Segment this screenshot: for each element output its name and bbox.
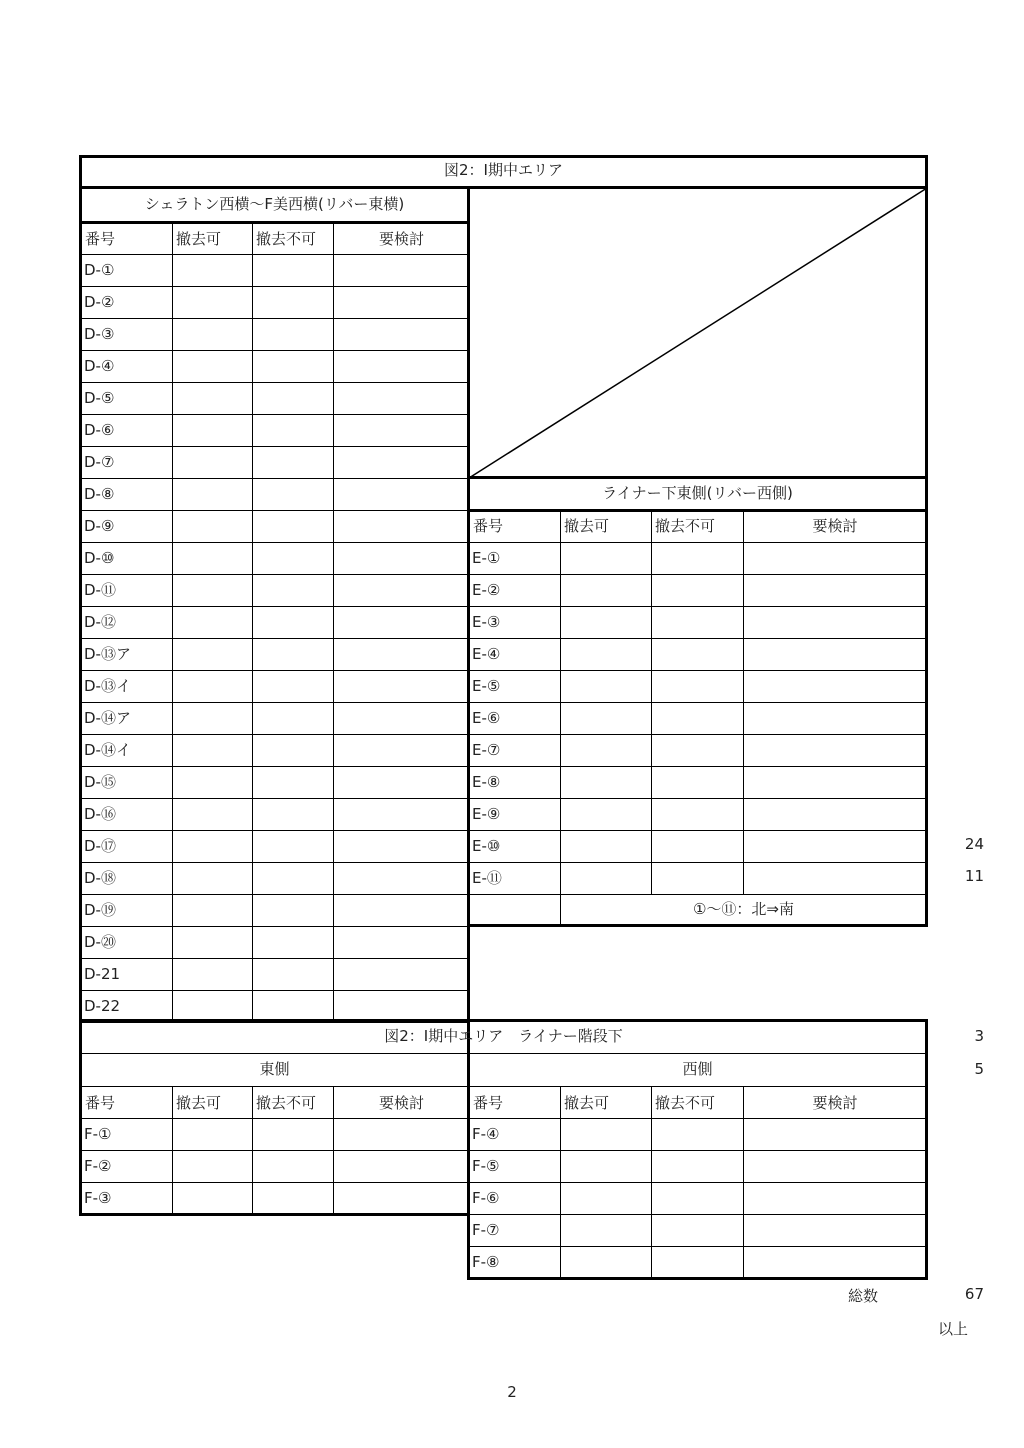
table-f-west-header-cell: 撤去不可 <box>655 1093 716 1112</box>
table-d-row-line <box>81 414 468 415</box>
table-d-row-line <box>81 286 468 287</box>
table-e-row-line <box>469 734 925 735</box>
table-e-row-label: E-⑪ <box>472 869 502 887</box>
table-f-west-col-line <box>651 1087 652 1278</box>
table-e-row-label: E-③ <box>472 613 501 631</box>
table-f-west-row-label: F-⑥ <box>472 1189 500 1207</box>
table-e-col-line <box>560 510 561 894</box>
table-f-west-col-line <box>743 1087 744 1278</box>
table-f-east-row-line <box>81 1118 468 1119</box>
table-d-row-line <box>81 798 468 799</box>
table-e-col-line <box>651 510 652 894</box>
table-d-col-line <box>252 223 253 1022</box>
table-d-row-label: D-⑬イ <box>84 677 131 695</box>
e-header-bottom-line <box>469 509 928 512</box>
table-d-row-line <box>81 510 468 511</box>
table-d-row-line <box>81 734 468 735</box>
table-f-east-header-cell: 撤去不可 <box>256 1093 317 1112</box>
table-d-row-label: D-⑰ <box>84 837 116 855</box>
table-d-row-label: D-⑥ <box>84 421 115 439</box>
table-e-row-label: E-⑧ <box>472 773 501 791</box>
table-f-east-col-line <box>172 1087 173 1214</box>
table-e-row-label: E-④ <box>472 645 501 663</box>
table-f-west-header-cell: 番号 <box>473 1093 504 1112</box>
table-d-row-line <box>81 638 468 639</box>
table-d-row-line <box>81 894 468 895</box>
table-d-row-line <box>81 926 468 927</box>
section-f-east-title: 東側 <box>259 1060 290 1078</box>
table-d-row-line <box>81 606 468 607</box>
d-header-line <box>80 221 470 224</box>
table-f-east-header-cell: 要検討 <box>378 1093 424 1112</box>
table-d-row-label: D-③ <box>84 325 115 343</box>
table-e-row-label: E-⑨ <box>472 805 501 823</box>
table-d-row-line <box>81 766 468 767</box>
side-number-f-title: 3 <box>974 1027 984 1045</box>
table-e-row-line <box>469 894 925 895</box>
table-d-row-label: D-① <box>84 261 115 279</box>
table-e-row-label: E-② <box>472 581 501 599</box>
table-d-row-label: D-21 <box>84 965 121 983</box>
table-f-east-row-label: F-③ <box>84 1189 112 1207</box>
table-f-east-row-line <box>81 1150 468 1151</box>
table-f-east-row-line <box>81 1214 468 1215</box>
table-d-row-label: D-⑪ <box>84 581 116 599</box>
table-f-west-header-cell: 要検討 <box>812 1093 858 1112</box>
table-e-row-line <box>469 862 925 863</box>
side-number-e10: 24 <box>964 835 984 853</box>
table-d-row-line <box>81 446 468 447</box>
table-d-row-line <box>81 574 468 575</box>
table-f-west-row-label: F-⑤ <box>472 1157 500 1175</box>
table-e-row-label: E-① <box>472 549 501 567</box>
table-d-row-label: D-22 <box>84 997 121 1015</box>
table-d-header-cell: 要検討 <box>378 229 424 248</box>
section-f-west-title: 西側 <box>682 1060 713 1078</box>
table-d-header-cell: 番号 <box>85 229 116 248</box>
table-d-row-line <box>81 958 468 959</box>
table-d-row-line <box>81 990 468 991</box>
table-e-header-cell: 撤去不可 <box>655 517 716 535</box>
table-e-row-line <box>469 638 925 639</box>
table-f-east-header-cell: 撤去可 <box>176 1093 222 1112</box>
f-right-line <box>925 1019 928 1280</box>
table-d-row-line <box>81 478 468 479</box>
page-number: 2 <box>507 1383 517 1401</box>
table-f-east-col-line <box>252 1087 253 1214</box>
table-d-row-line <box>81 350 468 351</box>
table-d-row-label: D-⑨ <box>84 517 115 535</box>
title-bottom: 図2：Ⅰ期中エリア ライナー階段下 <box>384 1027 623 1045</box>
table-d-header-cell: 撤去不可 <box>256 229 317 248</box>
section-e-title: ライナー下東側(リバー西側) <box>602 484 793 502</box>
table-f-east-row-label: F-① <box>84 1125 112 1143</box>
table-d-row-label: D-⑯ <box>84 805 116 823</box>
table-f-west-col-line <box>560 1087 561 1278</box>
title-top: 図2：Ⅰ期中エリア <box>444 161 563 179</box>
table-d-header-cell: 撤去可 <box>176 229 222 248</box>
table-d-row-line <box>81 382 468 383</box>
table-d-row-line <box>81 862 468 863</box>
total-value: 67 <box>964 1285 984 1303</box>
section-e-note: ①～⑪：北⇒南 <box>692 900 795 918</box>
total-label: 総数 <box>847 1287 878 1305</box>
section-d-title: シェラトン西横～F美西横(リバー東横) <box>144 195 405 213</box>
table-f-east-col-line <box>333 1087 334 1214</box>
table-f-west-row-line <box>469 1150 925 1151</box>
e-bottom-line <box>469 924 928 927</box>
table-f-east-header-cell: 番号 <box>85 1093 116 1112</box>
table-d-row-line <box>81 702 468 703</box>
table-e-row-line <box>469 606 925 607</box>
table-f-west-row-line <box>469 1214 925 1215</box>
table-f-west-header-cell: 撤去可 <box>564 1093 610 1112</box>
table-d-row-label: D-⑲ <box>84 901 116 919</box>
table-e-row-label: E-⑥ <box>472 709 501 727</box>
table-e-row-line <box>469 574 925 575</box>
table-f-west-row-line <box>469 1118 925 1119</box>
table-f-west-row-label: F-④ <box>472 1125 500 1143</box>
side-number-e11: 11 <box>964 867 984 885</box>
table-e-header-cell: 番号 <box>473 517 504 535</box>
side-number-f-sub: 5 <box>974 1060 984 1078</box>
table-d-row-label: D-⑧ <box>84 485 115 503</box>
frame-left-line <box>79 155 82 1216</box>
table-d-row-label: D-⑬ア <box>84 645 131 663</box>
table-f-east-row-label: F-② <box>84 1157 112 1175</box>
blank-diagonal <box>469 188 927 478</box>
table-d-col-line <box>333 223 334 1022</box>
closing-text: 以上 <box>937 1320 968 1338</box>
table-e-header-cell: 撤去可 <box>564 517 610 535</box>
table-d-row-label: D-⑭ア <box>84 709 131 727</box>
table-d-row-label: D-② <box>84 293 115 311</box>
table-e-note-col-line <box>560 894 561 926</box>
f-sub-line <box>80 1086 927 1087</box>
table-e-row-label: E-⑤ <box>472 677 501 695</box>
table-d-row-label: D-⑮ <box>84 773 116 791</box>
table-d-row-line <box>81 1022 468 1023</box>
table-d-row-label: D-⑭イ <box>84 741 131 759</box>
table-e-header-cell: 要検討 <box>812 517 858 535</box>
table-f-west-row-label: F-⑧ <box>472 1253 500 1271</box>
table-d-row-label: D-⑦ <box>84 453 115 471</box>
table-f-west-row-line <box>469 1182 925 1183</box>
table-e-row-label: E-⑩ <box>472 837 501 855</box>
table-d-row-label: D-⑱ <box>84 869 116 887</box>
table-f-east-row-line <box>81 1182 468 1183</box>
frame-top-line <box>80 155 928 158</box>
table-d-row-label: D-⑫ <box>84 613 116 631</box>
table-f-west-row-line <box>469 1246 925 1247</box>
f-title-line <box>80 1053 927 1054</box>
table-d-row-line <box>81 830 468 831</box>
table-d-row-line <box>81 542 468 543</box>
e-header-top-line <box>469 476 928 479</box>
table-e-row-label: E-⑦ <box>472 741 501 759</box>
table-e-row-line <box>469 670 925 671</box>
table-e-row-line <box>469 766 925 767</box>
table-d-row-label: D-⑳ <box>84 933 116 951</box>
table-e-row-line <box>469 830 925 831</box>
table-e-row-line <box>469 542 925 543</box>
table-d-row-line <box>81 254 468 255</box>
table-d-row-line <box>81 670 468 671</box>
table-f-west-row-line <box>469 1278 925 1279</box>
table-f-west-row-label: F-⑦ <box>472 1221 500 1239</box>
table-d-row-label: D-⑤ <box>84 389 115 407</box>
table-e-row-line <box>469 798 925 799</box>
table-e-row-line <box>469 702 925 703</box>
table-d-row-line <box>81 318 468 319</box>
table-e-col-line <box>743 510 744 894</box>
table-d-col-line <box>172 223 173 1022</box>
table-d-row-label: D-④ <box>84 357 115 375</box>
table-d-row-label: D-⑩ <box>84 549 115 567</box>
